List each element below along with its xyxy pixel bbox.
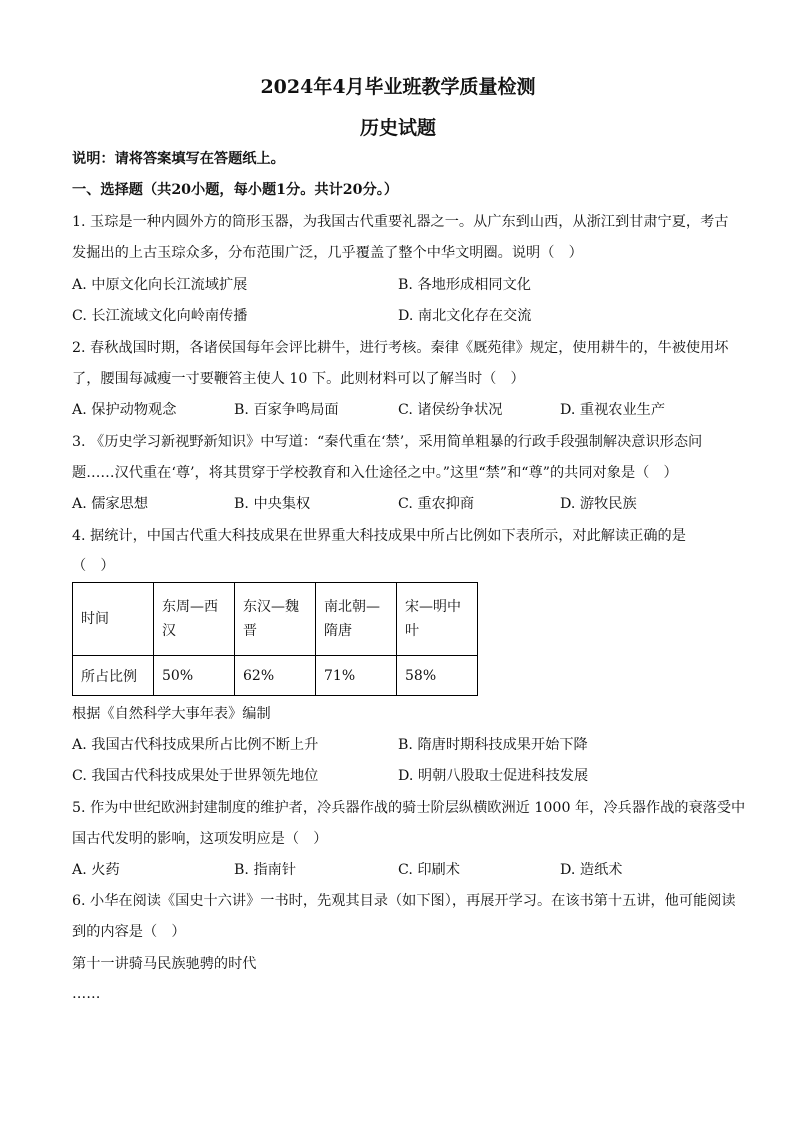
q6-toc-entry: 第十一讲骑马民族驰骋的时代 [72,956,257,972]
q3-stem-line1: 3. 《历史学习新视野新知识》中写道：“秦代重在‘禁’，采用简单粗暴的行政手段强制解决意识形态问 [72,434,703,450]
q4-option-c: C. 我国古代科技成果处于世界领先地位 [72,768,319,784]
q5-option-d: D. 造纸术 [560,862,623,878]
table-header-cell: 南北朝—隋唐 [316,583,397,656]
q2-option-d: D. 重视农业生产 [560,402,666,418]
q1-option-a: A. 中原文化向长江流域扩展 [72,277,248,293]
table-cell: 62% [235,656,316,696]
q4-option-d: D. 明朝八股取士促进科技发展 [398,768,589,784]
q2-option-a: A. 保护动物观念 [72,402,177,418]
section-heading: 一、选择题（共20小题，每小题1分。共计20分。） [72,182,399,198]
table-header-cell: 宋—明中叶 [397,583,478,656]
instruction-note: 说明：请将答案填写在答题纸上。 [72,151,285,167]
q1-stem-line2: 发掘出的上古玉琮众多，分布范围广泛，几乎覆盖了整个中华文明圈。说明（ ） [72,245,583,261]
q3-option-b: B. 中央集权 [234,496,311,512]
q6-stem-line1: 6. 小华在阅读《国史十六讲》一书时，先观其目录（如下图），再展开学习。在该书第十五讲，他可能阅读 [72,893,736,909]
q5-option-c: C. 印刷术 [398,862,460,878]
q5-stem-line2: 国古代发明的影响，这项发明应是（ ） [72,831,328,847]
table-header-cell: 东汉—魏晋 [235,583,316,656]
q3-option-d: D. 游牧民族 [560,496,637,512]
q2-stem-line1: 2. 春秋战国时期，各诸侯国每年会评比耕牛，进行考核。秦律《厩苑律》规定，使用耕牛的，牛被使用坏 [72,340,729,356]
q1-option-b: B. 各地形成相同文化 [398,277,531,293]
q3-option-c: C. 重农抑商 [398,496,475,512]
q6-stem-line2: 到的内容是（ ） [72,924,186,940]
q2-option-c: C. 诸侯纷争状况 [398,402,503,418]
table-cell: 71% [316,656,397,696]
q6-toc-ellipsis: …… [72,986,101,1002]
table-cell: 58% [397,656,478,696]
q4-table-source: 根据《自然科学大事年表》编制 [72,706,271,722]
q2-stem-line2: 了，腰围每减瘦一寸要鞭笞主使人 10 下。此则材料可以了解当时（ ） [72,371,525,387]
q1-stem-line1: 1. 玉琮是一种内圆外方的筒形玉器，为我国古代重要礼器之一。从广东到山西，从浙江到甘肃宁夏，考古 [72,214,729,230]
q2-option-b: B. 百家争鸣局面 [234,402,339,418]
q4-option-b: B. 隋唐时期科技成果开始下降 [398,737,588,753]
q5-stem-line1: 5. 作为中世纪欧洲封建制度的维护者，冷兵器作战的骑士阶层纵横欧洲近 1000 年，冷兵器作战的衰落受中 [72,800,746,816]
q3-stem-line2: 题……汉代重在‘尊’，将其贯穿于学校教育和入仕途径之中。”这里“禁”和“尊”的共同对象是（ ） [72,465,678,481]
q4-stem-line2: （ ） [72,558,115,574]
page-subtitle: 历史试题 [359,117,436,139]
q4-option-a: A. 我国古代科技成果所占比例不断上升 [72,737,319,753]
q5-option-b: B. 指南针 [234,862,297,878]
page-title: 2024年4月毕业班教学质量检测 [260,76,536,98]
q1-option-c: C. 长江流域文化向岭南传播 [72,308,248,324]
table-header-cell: 东周—西汉 [154,583,235,656]
q4-statistics-table [72,582,478,696]
table-row [73,583,478,656]
q4-stem-line1: 4. 据统计，中国古代重大科技成果在世界重大科技成果中所占比例如下表所示，对此解读正确的是 [72,528,686,544]
table-header-cell: 时间 [73,583,154,656]
q1-option-d: D. 南北文化存在交流 [398,308,532,324]
table-row [73,656,478,696]
q3-option-a: A. 儒家思想 [72,496,149,512]
q5-option-a: A. 火药 [72,862,120,878]
table-cell: 50% [154,656,235,696]
table-cell: 所占比例 [73,656,154,696]
